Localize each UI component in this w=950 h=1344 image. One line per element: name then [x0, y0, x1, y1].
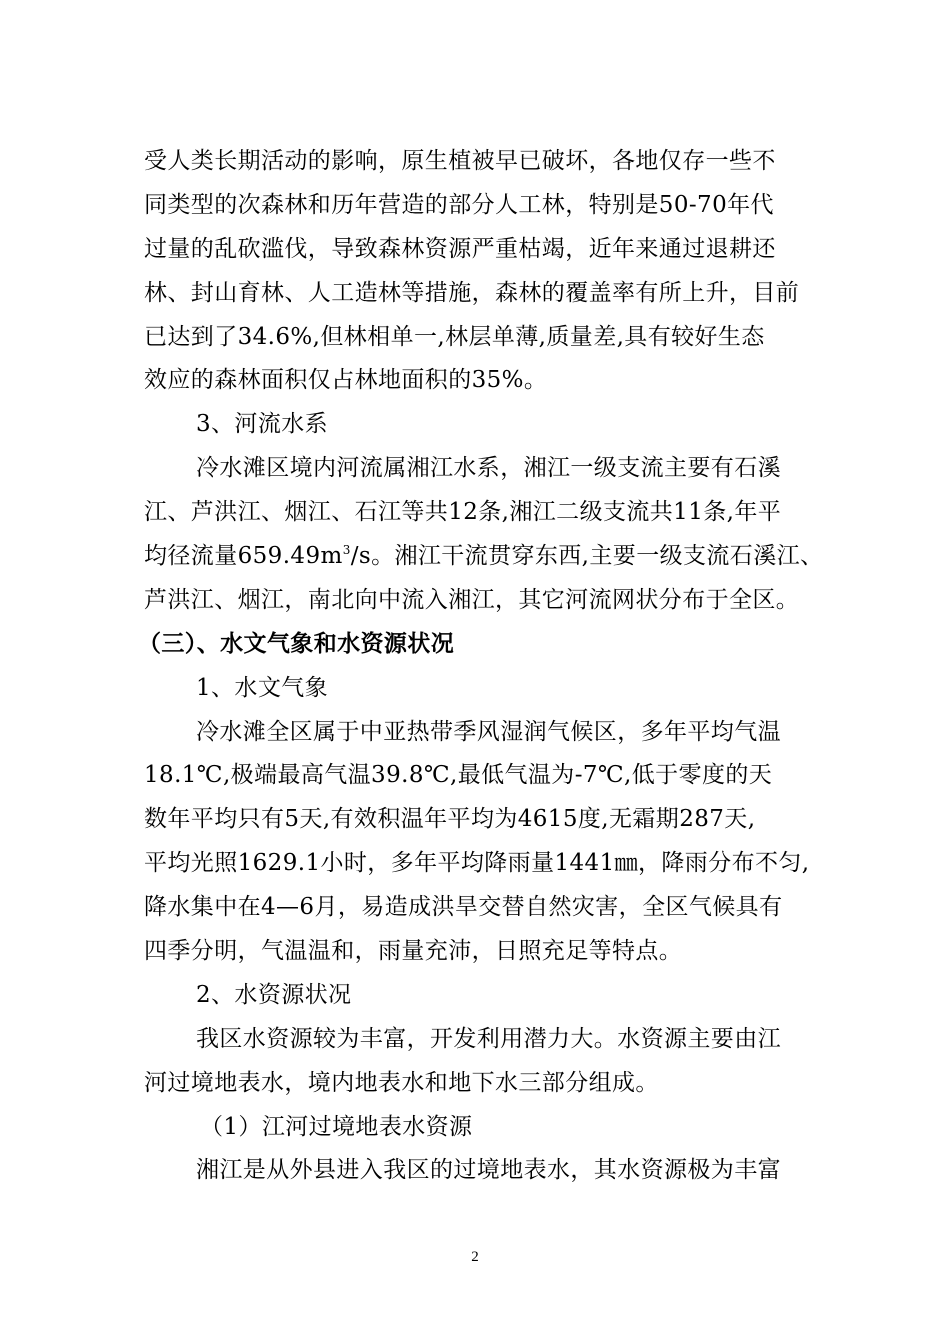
flow-text-before: 均径流量659.49m	[144, 543, 343, 570]
subsection-heading-transit-water: （1）江河过境地表水资源	[200, 1113, 473, 1140]
text-line: 同类型的次森林和历年营造的部分人工林，特别是50-70年代	[144, 191, 774, 218]
flow-unit-superscript: 3	[342, 543, 351, 558]
text-line: 受人类长期活动的影响，原生植被早已破坏，各地仅存一些不	[144, 148, 776, 174]
text-line: 18.1℃,极端最高气温39.8℃,最低气温为-7℃,低于零度的天	[144, 762, 773, 789]
text-line: 河过境地表水，境内地表水和地下水三部分组成。	[144, 1069, 659, 1096]
text-line: 数年平均只有5天,有效积温年平均为4615度,无霜期287天,	[144, 806, 756, 833]
flow-text-after: /s。湘江干流贯穿东西,主要一级支流石溪江、	[350, 543, 824, 570]
text-line-flow	[144, 535, 844, 579]
page-number: 2	[471, 1249, 479, 1265]
text-line: 四季分明，气温温和，雨量充沛，日照充足等特点。	[144, 938, 683, 965]
text-line: 江、芦洪江、烟江、石江等共12条,湘江二级支流共11条,年平	[144, 499, 782, 526]
paragraph-start: 冷水滩全区属于中亚热带季风湿润气候区，多年平均气温	[196, 718, 781, 745]
chapter-heading-hydrology: （三）、水文气象和水资源状况	[138, 630, 455, 657]
paragraph-start: 湘江是从外县进入我区的过境地表水，其水资源极为丰富	[196, 1157, 781, 1184]
section-heading-water-resources: 2、水资源状况	[196, 981, 352, 1008]
text-line: 芦洪江、烟江，南北向中流入湘江，其它河流网状分布于全区。	[144, 586, 800, 613]
text-line: 效应的森林面积仅占林地面积的35%。	[144, 367, 548, 394]
paragraph-start: 冷水滩区境内河流属湘江水系，湘江一级支流主要有石溪	[196, 455, 781, 482]
section-heading-climate: 1、水文气象	[196, 674, 329, 701]
text-line: 平均光照1629.1小时，多年平均降雨量1441㎜，降雨分布不匀,	[144, 850, 810, 877]
text-line: 过量的乱砍滥伐，导致森林资源严重枯竭，近年来通过退耕还	[144, 235, 776, 262]
body-text	[138, 140, 844, 1193]
paragraph-start: 我区水资源较为丰富，开发利用潜力大。水资源主要由江	[196, 1025, 781, 1052]
text-line: 已达到了34.6%,但林相单一,林层单薄,质量差,具有较好生态	[144, 323, 765, 350]
section-heading-river-system: 3、河流水系	[196, 411, 329, 438]
text-line: 降水集中在4—6月，易造成洪旱交替自然灾害，全区气候具有	[144, 894, 783, 921]
text-line: 林、封山育林、人工造林等措施，森林的覆盖率有所上升，目前	[144, 279, 800, 306]
